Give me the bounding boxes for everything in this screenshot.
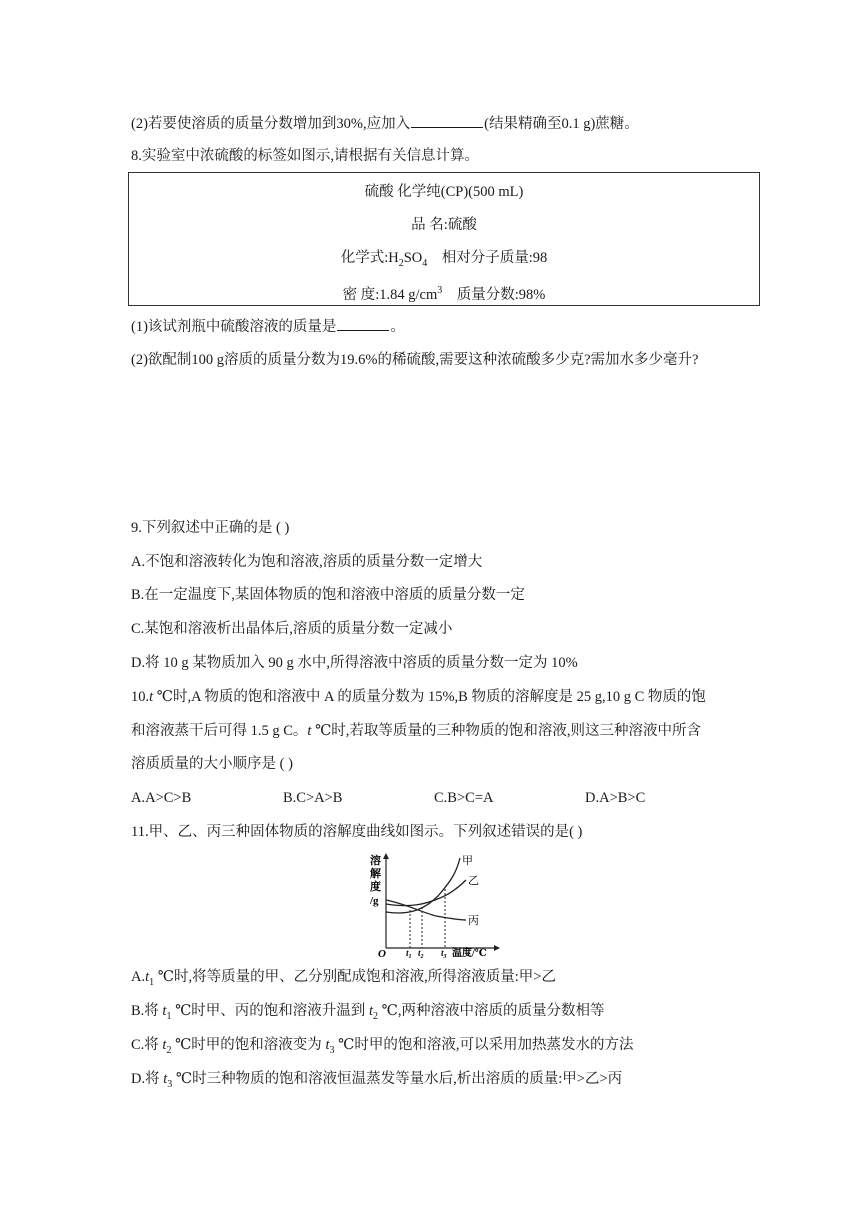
ylabel-char-4: /g <box>370 895 379 907</box>
t3-tick: $t_3$ <box>441 948 447 960</box>
label-line-4: 密 度:1.84 $g/cm^3$ 质量分数:98% <box>342 285 546 303</box>
ylabel-char-1: 溶 <box>370 855 381 867</box>
q9-option-a: A.不饱和溶液转化为饱和溶液,溶质的质量分数一定增大 <box>131 554 483 570</box>
q11-option-a: $A.t_1$ ℃时,将等质量的甲、乙分别配成饱和溶液,所得溶液质量:甲>乙 <box>131 969 556 988</box>
y-axis-arrow <box>383 853 389 859</box>
answer-blank[interactable] <box>411 113 483 128</box>
t1-tick: $t_1$ <box>406 948 412 960</box>
xlabel: 温度/℃ <box>452 948 487 959</box>
q10-option-c: C.B>C=A <box>434 790 494 806</box>
curve-yi-label: 乙 <box>468 875 479 887</box>
q10-line-1: 10.t ℃时,A 物质的饱和溶液中 A 的质量分数为 15%,B 物质的溶解度是 25 g,10 g C 物质的饱 <box>131 689 706 705</box>
answer-blank[interactable] <box>337 316 389 331</box>
q10-line-2: 和溶液蒸干后可得 1.5 g C。t ℃时,若取等质量的三种物质的饱和溶液,则这三种溶液中所含 <box>131 723 702 739</box>
q11-option-b: B.将 $t_1$ ℃时甲、丙的饱和溶液升温到 $t_2$ ℃,两种溶液中溶质的质量分数相等 <box>131 1003 605 1022</box>
origin-label: O <box>378 948 386 960</box>
ylabel-char-2: 解 <box>370 868 381 880</box>
label-line-3: 化学式$:H_2SO_4$ 相对分子质量:98 <box>340 250 548 269</box>
q11-stem: 11.甲、乙、丙三种固体物质的溶解度曲线如图示。下列叙述错误的是( ) <box>131 824 583 840</box>
q7-part2-text: (2)若要使溶质的质量分数增加到30%,应加入 <box>131 116 411 132</box>
q8-stem: 8.实验室中浓硫酸的标签如图示,请根据有关信息计算。 <box>131 148 479 164</box>
ylabel-char-3: 度 <box>370 881 381 893</box>
q7-part2-text-after: (结果精确至0.1 g)蔗糖。 <box>484 116 639 132</box>
q9-option-b: B.在一定温度下,某固体物质的饱和溶液中溶质的质量分数一定 <box>131 587 525 603</box>
q10-option-a: A.A>C>B <box>131 790 192 806</box>
q9-option-c: C.某饱和溶液析出晶体后,溶质的质量分数一定减小 <box>131 621 453 637</box>
q9-stem: 9.下列叙述中正确的是 ( ) <box>131 520 290 536</box>
x-axis-arrow <box>494 945 500 951</box>
curve-bing-label: 丙 <box>468 915 479 927</box>
label-line-2: 品 名:硫酸 <box>411 217 477 233</box>
curve-yi <box>386 880 466 906</box>
q8-part1: (1)该试剂瓶中硫酸溶液的质量是 。 <box>131 316 405 337</box>
curve-jia-label: 甲 <box>462 855 473 867</box>
q10-option-d: D.A>B>C <box>585 790 646 806</box>
t2-tick: $t_2$ <box>418 948 424 960</box>
q10-line-3: 溶质质量的大小顺序是 ( ) <box>131 756 293 772</box>
solubility-curve-figure <box>366 852 502 960</box>
q10-option-b: B.C>A>B <box>283 790 343 806</box>
q8-part2: (2)欲配制100 g溶质的质量分数为19.6%的稀硫酸,需要这种浓硫酸多少克?需加水多少毫升? <box>131 352 699 368</box>
q11-option-c: C.将 $t_2$ ℃时甲的饱和溶液变为 $t_3$ ℃时甲的饱和溶液,可以采用加热蒸发水的方法 <box>131 1037 634 1056</box>
q9-option-d: D.将 10 g 某物质加入 90 g 水中,所得溶液中溶质的质量分数一定为 10% <box>131 655 578 671</box>
q11-option-d: D.将 $t_3$ ℃时三种物质的饱和溶液恒温蒸发等量水后,析出溶质的质量:甲>乙>丙 <box>131 1071 623 1090</box>
label-line-1: 硫酸 化学纯(CP)(500 mL) <box>364 184 524 200</box>
q7-part2 <box>131 113 639 134</box>
sulfuric-acid-label <box>128 172 760 306</box>
